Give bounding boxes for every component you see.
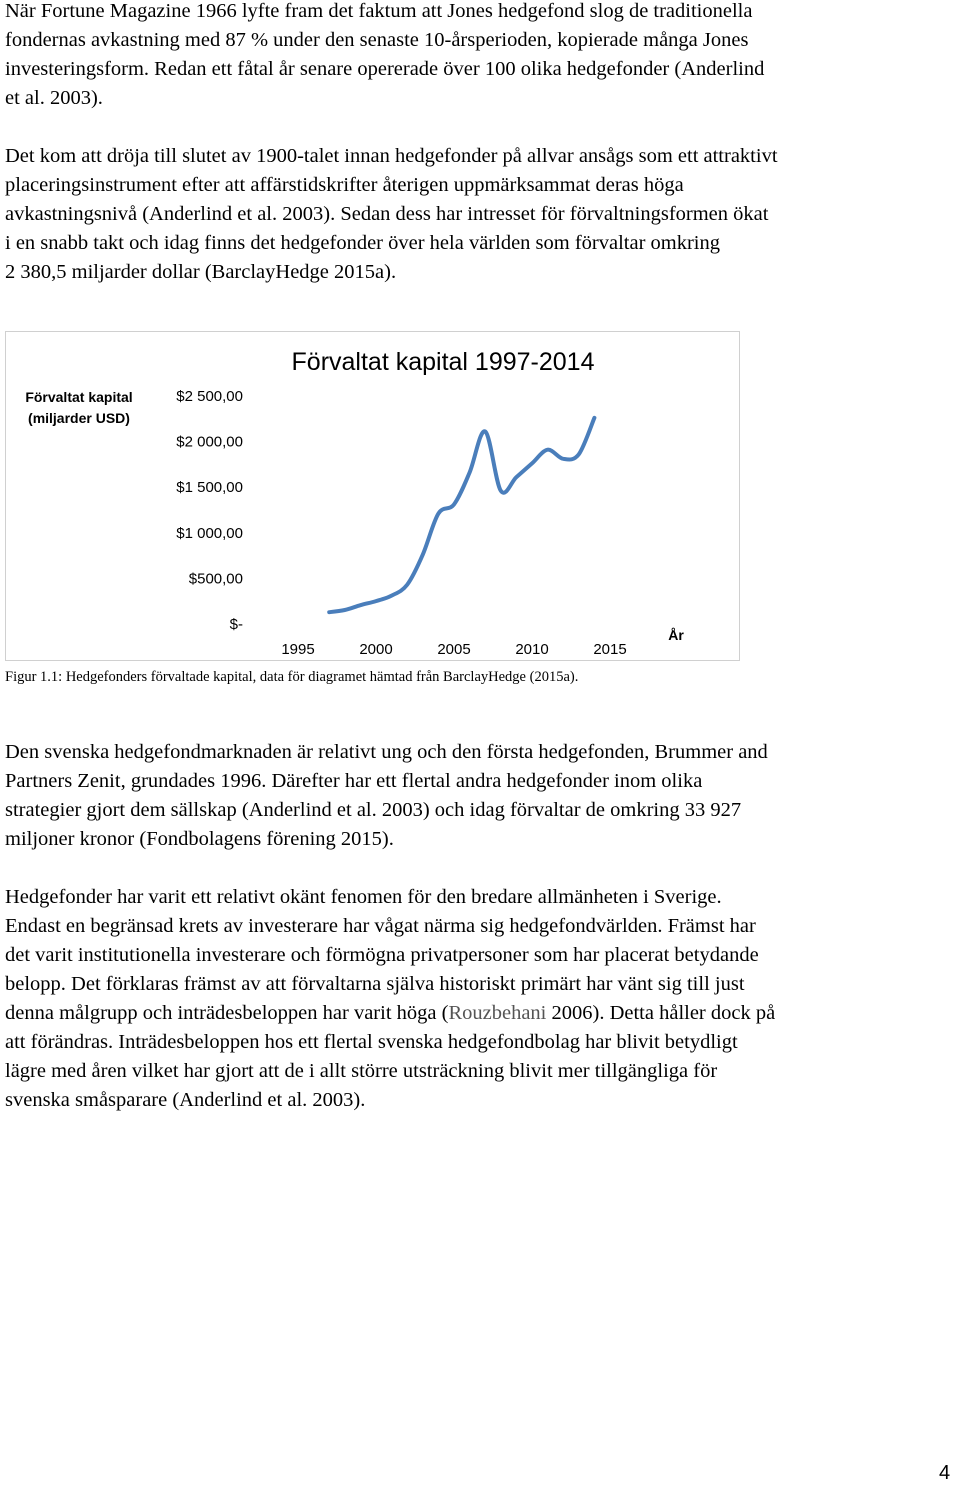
x-tick-label: 2005 [437, 641, 471, 658]
text-line: 2 380,5 miljarder dollar (BarclayHedge 2015a). [5, 261, 397, 283]
text-line: et al. 2003). [5, 87, 103, 109]
y-tick-label: $- [229, 616, 243, 633]
citation: Rouzbehani [448, 1002, 547, 1024]
text-line: När Fortune Magazine 1966 lyfte fram det faktum att Jones hedgefond slog de traditionella [5, 0, 753, 22]
text-line: Endast en begränsad krets av investerare har vågat närma sig hedgefondvärlden. Främst har [5, 915, 756, 937]
line-chart [6, 332, 741, 662]
paragraph-public-awareness [5, 883, 960, 1115]
text-line: fondernas avkastning med 87 % under den senaste 10-årsperioden, kopierade många Jones [5, 29, 749, 51]
text-line: avkastningsnivå (Anderlind et al. 2003). Sedan dess har intresset för förvaltningsformen ökat [5, 203, 769, 225]
y-tick-label: $2 000,00 [176, 433, 243, 451]
chart-title: Förvaltat kapital 1997-2014 [291, 348, 595, 376]
y-tick-label: $1 000,00 [176, 524, 243, 542]
y-axis-label: Förvaltat kapital [25, 389, 133, 405]
text-line: investeringsform. Redan ett fåtal år senare opererade över 100 olika hedgefonder (Anderlind [5, 58, 765, 80]
text-line: placeringsinstrument efter att affärstidskrifter återigen uppmärksammat deras höga [5, 174, 684, 196]
figure-caption: Figur 1.1: Hedgefonders förvaltade kapital, data för diagramet hämtad från BarclayHedge (2015a). [5, 669, 579, 685]
text-run: 2006). Detta håller dock på [546, 1002, 776, 1024]
text-line: att förändras. Inträdesbeloppen hos ett flertal svenska hedgefondbolag har blivit betydligt [5, 1031, 738, 1053]
text-line: Den svenska hedgefondmarknaden är relativt ung och den första hedgefonden, Brummer and [5, 741, 768, 763]
x-tick-labels [281, 641, 626, 658]
y-tick-label: $1 500,00 [176, 479, 243, 497]
paragraph-swedish-market [5, 738, 960, 854]
text-line: lägre med åren vilket har gjort att de i allt större utsträckning blivit mer tillgängliga för [5, 1060, 718, 1082]
page-number: 4 [939, 1462, 951, 1484]
text-line: Det kom att dröja till slutet av 1900-talet innan hedgefonder på allvar ansågs som ett attraktivt [5, 145, 778, 167]
paragraph-growth [5, 142, 960, 287]
text-line: Hedgefonder har varit ett relativt okänt fenomen för den bredare allmänheten i Sverige. [5, 886, 722, 908]
text-line: Partners Zenit, grundades 1996. Därefter har ett flertal andra hedgefonder inom olika [5, 770, 703, 792]
chart-frame [5, 331, 740, 661]
text-line: strategier gjort dem sällskap (Anderlind et al. 2003) och idag förvaltar de omkring 33 927 [5, 799, 742, 821]
x-tick-label: 2000 [359, 641, 393, 658]
y-axis-label: (miljarder USD) [28, 410, 130, 426]
x-tick-label: 1995 [281, 641, 315, 658]
text-line: belopp. Det förklaras främst av att förvaltarna själva historiskt primärt har vänt sig till just [5, 973, 745, 995]
text-run: denna målgrupp och inträdesbeloppen har varit höga ( [5, 1002, 449, 1024]
text-line: det varit institutionella investerare och förmögna privatpersoner som har placerat betydande [5, 944, 759, 966]
y-tick-label: $500,00 [188, 570, 243, 588]
x-tick-label: 2015 [593, 641, 627, 658]
text-line [5, 999, 960, 1028]
text-line: i en snabb takt och idag finns det hedgefonder över hela världen som förvaltar omkring [5, 232, 720, 254]
text-line: miljoner kronor (Fondbolagens förening 2015). [5, 828, 394, 850]
paragraph-history [5, 0, 960, 113]
text-line: svenska småsparare (Anderlind et al. 2003). [5, 1089, 366, 1111]
series-line [329, 418, 594, 612]
x-axis-label: År [668, 627, 684, 643]
y-tick-label: $2 500,00 [176, 388, 243, 405]
x-tick-label: 2010 [515, 641, 549, 658]
y-tick-labels [176, 388, 243, 633]
